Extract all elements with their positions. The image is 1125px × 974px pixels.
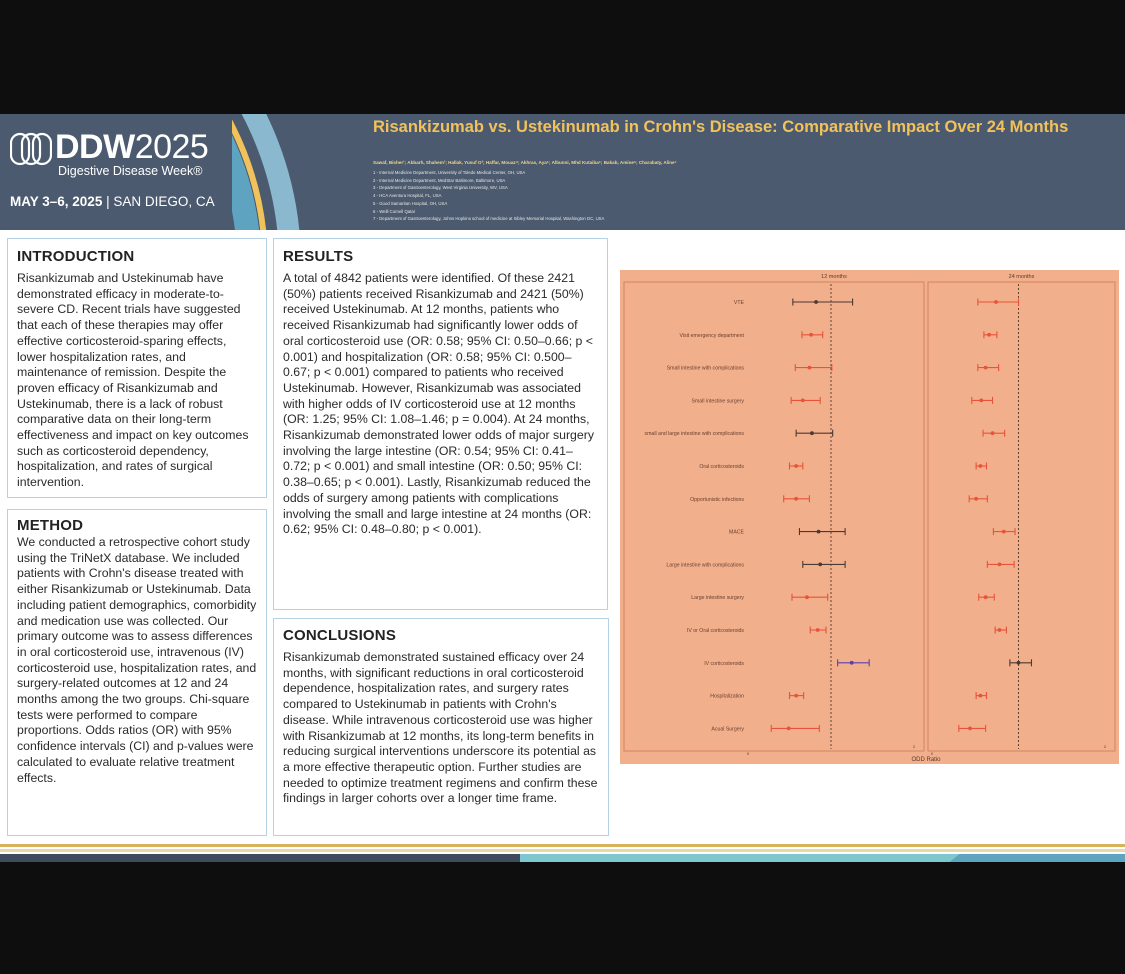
affiliation-item: 6 - Weill Cornell Qatar <box>373 208 416 214</box>
affiliation-list <box>373 169 1113 223</box>
forest-outcome-label: Small intestine surgery <box>691 398 744 405</box>
forest-panel-frame <box>928 282 1115 751</box>
forest-point-estimate <box>808 366 812 370</box>
logo-subtitle: Digestive Disease Week® <box>58 164 203 178</box>
forest-plot <box>620 270 1119 764</box>
forest-point-estimate <box>794 694 798 698</box>
forest-point-estimate <box>979 464 983 468</box>
event-dates: MAY 3–6, 2025 <box>10 194 103 209</box>
affiliation-item: 1 - Internal Medicine Department, University of Toledo Medical Center, OH, USA <box>373 170 526 175</box>
method-heading: METHOD <box>17 517 84 534</box>
forest-tick-label: 2 <box>912 744 916 749</box>
forest-outcome-label: small and large intestine with complications <box>644 431 744 438</box>
forest-outcome-label: Hospitalization <box>710 693 744 700</box>
forest-point-estimate <box>794 464 798 468</box>
forest-point-estimate <box>979 399 983 403</box>
conclusions-panel <box>273 618 609 836</box>
affiliation-item: 4 - HCA Aventura Hospital, FL, USA <box>373 193 442 199</box>
forest-point-estimate <box>818 563 822 567</box>
logo-wordmark <box>55 128 208 167</box>
forest-point-estimate <box>994 300 998 304</box>
forest-outcome-label: IV corticosteroids <box>704 660 744 667</box>
forest-point-estimate <box>1002 530 1006 534</box>
logo-year: 2025 <box>134 128 209 166</box>
forest-x-axis-label: ODD Ratio <box>911 757 941 763</box>
forest-panel-title: 12 months <box>821 274 847 280</box>
forest-outcome-label: Small intestine with complications <box>666 365 744 372</box>
affiliation-item: 3 - Department of Gastroenterology, West Virginia University, WV, USA <box>373 185 508 191</box>
forest-tick-label: 0 <box>930 751 934 756</box>
forest-point-estimate <box>979 694 983 698</box>
event-separator: | <box>102 194 114 209</box>
affiliation-item: 5 - Good Samaritan Hospital, OH, USA <box>373 200 448 206</box>
affiliation-item: 7 - Department of Gastroenterology, Johns Hopkins school of medicine at Sibley Memorial Hospital, Washington DC, USA <box>373 216 605 222</box>
forest-point-estimate <box>984 366 988 370</box>
forest-point-estimate <box>850 661 854 665</box>
affiliation-item: 2 - Internal Medicine Department, MedStar Baltimore, Baltimore, USA <box>373 177 506 183</box>
forest-point-estimate <box>787 727 791 731</box>
introduction-panel <box>7 238 267 498</box>
method-text: We conducted a retrospective cohort study using the TriNetX database. We included patients with Crohn's disease treated with either Risankizumab or Ustekinumab. Data including patient demographics, comorbidity and medication use was collected. Our primary outcome was to assess differences in oral corticosteroid use, intravenous (IV) corticosteroid use, hospitalization rates, and surgery-related outcomes at 12 and 24 months among the two groups. Chi-square tests were performed to compare proportions. Odds ratios (OR) with 95% confidence intervals (CI) and p-values were calculated to evaluate relative treatment effects. <box>17 535 257 785</box>
forest-outcome-label: Visit emergency department <box>679 332 744 339</box>
forest-tick-label: 0 <box>746 751 750 756</box>
forest-outcome-label: Acual Surgery <box>711 726 744 733</box>
forest-point-estimate <box>801 399 805 403</box>
forest-point-estimate <box>998 563 1002 567</box>
forest-point-estimate <box>816 628 820 632</box>
results-heading: RESULTS <box>283 248 354 265</box>
forest-point-estimate <box>968 727 972 731</box>
introduction-text: Risankizumab and Ustekinumab have demonstrated efficacy in moderate-to-severe CD. Recent trials have suggested that each of these therapies may offer effective corticosteroid-sparing effects, lower hospitalization rates, and maintenance of remission. Despite the proven efficacy of Risankizumab and Ustekinumab, there is a lack of robust comparative data on their long-term effectiveness and impact on key outcomes such as corticosteroid dependency, hospitalization, and rates of surgical intervention. <box>17 271 249 490</box>
forest-point-estimate <box>817 530 821 534</box>
forest-point-estimate <box>794 497 798 501</box>
forest-outcome-label: IV or Oral corticosteroids <box>686 628 744 634</box>
forest-outcome-label: Oral corticosteroids <box>699 464 744 470</box>
forest-point-estimate <box>991 431 995 435</box>
forest-point-estimate <box>814 300 818 304</box>
conclusions-text: Risankizumab demonstrated sustained efficacy over 24 months, with significant reductions in oral corticosteroid dependence, hospitalization rates, and surgery rates compared to Ustekinumab in patients with Crohn's disease. While intravenous corticosteroid use was higher with Risankizumab at 12 months, its long-term benefits in reducing surgical interventions underscore its potential as a more effective therapeutic option. Further studies are needed to optimize treatment regimens and confirm these findings in larger cohorts over a longer time frame. <box>283 650 598 806</box>
forest-tick-label: 2 <box>1103 744 1107 749</box>
logo-brand: DDW <box>55 128 135 166</box>
poster-header <box>0 114 1125 230</box>
event-location: SAN DIEGO, CA <box>113 194 215 209</box>
forest-point-estimate <box>809 333 813 337</box>
forest-outcome-label: Opportunistic infections <box>690 496 744 503</box>
results-panel <box>273 238 608 610</box>
forest-outcome-label: VTE <box>733 300 744 306</box>
results-text: A total of 4842 patients were identified. Of these 2421 (50%) patients received Risankizumab and 2421 (50%) received Ustekinumab. At 12 months, patients who received Risankizumab had significantly lower odds of oral corticosteroid use (OR: 0.58; 95% CI: 0.50–0.66; p < 0.001) and hospitalization (OR: 0.58; 95% CI: 0.500–0.67; p < 0.001) compared to patients who received Ustekinumab. However, Risankizumab was associated with higher odds of IV corticosteroid use at 12 months (OR: 1.25; 95% CI: 1.08–1.46; p = 0.004). At 24 months, Risankizumab demonstrated lower odds of major surgery involving the large intestine (OR: 0.54; 95% CI: 0.41–0.72; p < 0.001) and small intestine (OR: 0.50; 95% CI: 0.38–0.65; p < 0.001). Lastly, Risankizumab reduced the odds of surgery among patients with complications involving the small and large intestine at 24 months (OR: 0.62; 95% CI: 0.48–0.80; p < 0.001). <box>283 271 594 537</box>
forest-point-estimate <box>987 333 991 337</box>
forest-point-estimate <box>974 497 978 501</box>
forest-point-estimate <box>810 431 814 435</box>
ddw-logo-icon <box>10 132 52 166</box>
footer-stripes <box>0 844 1125 862</box>
forest-point-estimate <box>1017 661 1021 665</box>
forest-point-estimate <box>984 595 988 599</box>
forest-outcome-label: MACE <box>729 529 744 536</box>
forest-outcome-label: Large intestine surgery <box>691 595 744 602</box>
event-date-location <box>10 194 215 209</box>
forest-outcome-label: Large intestine with complications <box>666 562 744 569</box>
poster-title: Risankizumab vs. Ustekinumab in Crohn's Disease: Comparative Impact Over 24 Months <box>373 118 1069 136</box>
poster <box>0 114 1125 862</box>
forest-panel-title: 24 months <box>1008 274 1035 280</box>
forest-panel-frame <box>624 282 924 751</box>
forest-point-estimate <box>998 628 1002 632</box>
method-panel <box>7 509 267 836</box>
conclusions-heading: CONCLUSIONS <box>283 627 397 644</box>
forest-plot-svg <box>620 270 1119 764</box>
author-list: Sawaf, Bisher¹; Abbarh, Shahem²; Hallak, Yusuf O³; Haffar, Mouaz⁴; Akhras, Aya⁵; Albunni, Mhd Kutaiba⁶; Bakab, Amine⁶; Charabaty, Aline⁷ <box>373 160 677 165</box>
introduction-heading: INTRODUCTION <box>17 248 135 265</box>
forest-point-estimate <box>805 595 809 599</box>
